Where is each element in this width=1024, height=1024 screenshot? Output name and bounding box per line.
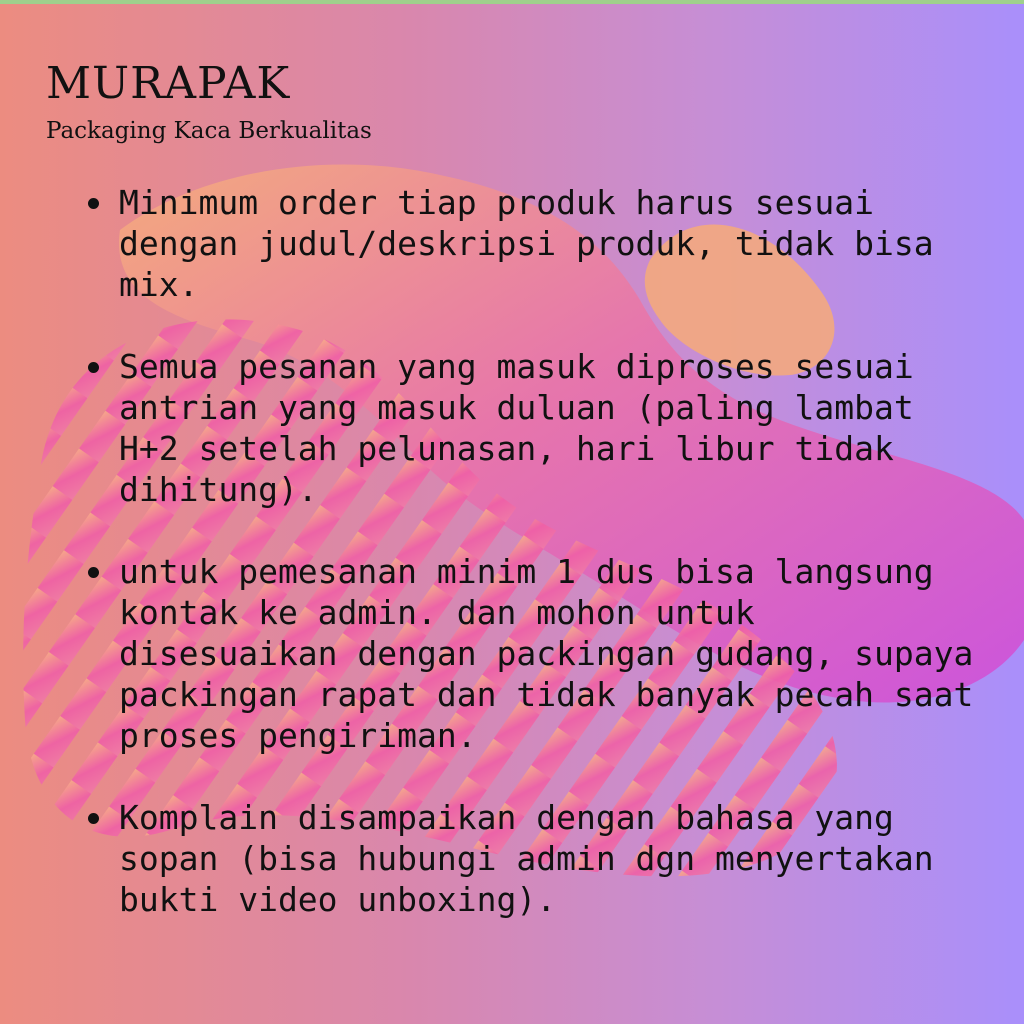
rule-item-bulk-order [84, 551, 984, 756]
rule-text: Semua pesanan yang masuk diproses sesuai antrian yang masuk duluan (paling lambat H+2 setelah pelunasan, hari libur tidak dihitung). [119, 347, 914, 509]
rule-item-min-order [84, 182, 984, 305]
rule-text: untuk pemesanan minim 1 dus bisa langsung kontak ke admin. dan mohon untuk disesuaikan dengan packingan gudang, supaya packingan rapat dan tidak banyak pecah saat proses pengiriman. [119, 552, 974, 755]
rule-item-complaint [84, 797, 984, 920]
brand-subtitle: Packaging Kaca Berkualitas [46, 118, 372, 144]
bullet-dot-icon [88, 362, 99, 373]
bullet-dot-icon [88, 813, 99, 824]
rule-text: Minimum order tiap produk harus sesuai dengan judul/deskripsi produk, tidak bisa mix. [119, 183, 934, 304]
rules-list [84, 182, 984, 920]
brand-title: MURAPAK [46, 58, 291, 109]
bullet-dot-icon [88, 198, 99, 209]
bullet-dot-icon [88, 567, 99, 578]
rule-text: Komplain disampaikan dengan bahasa yang sopan (bisa hubungi admin dgn menyertakan bukti video unboxing). [119, 798, 934, 919]
rule-item-order-queue [84, 346, 984, 510]
